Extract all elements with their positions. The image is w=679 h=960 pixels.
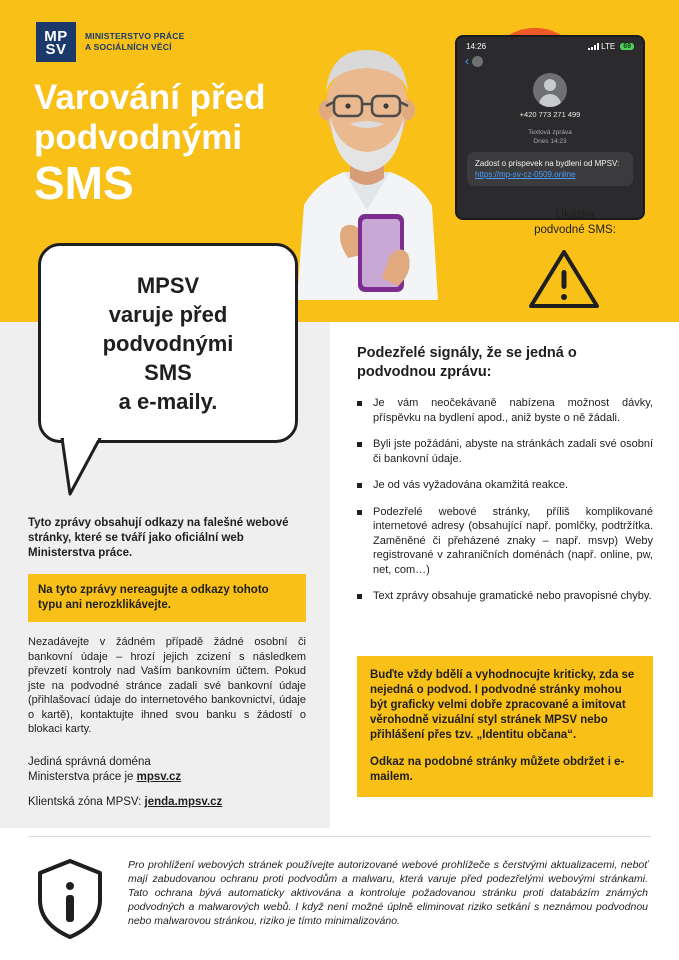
message-type: Textová zpráva <box>528 129 572 136</box>
official-domains <box>28 755 306 810</box>
list-item: Podezřelé webové stránky, příliš komplikované internetové adresy (obsahující např. pomlčky, podtržítka. Zaměněné či přeházené znaky – např. msvp) Weby registrované v zahraničních doménách (např. online, pw, net, com…) <box>357 505 653 578</box>
phone-carrier: LTE <box>601 42 616 51</box>
ministry-name-line2: A SOCIÁLNÍCH VĚCÍ <box>85 42 172 52</box>
callout-box <box>357 656 653 797</box>
logo-mark-bottom: SV <box>45 41 67 58</box>
left-column <box>28 516 306 810</box>
page-title-line2: podvodnými <box>34 118 243 157</box>
phone-mockup <box>455 35 645 220</box>
message-timestamp: Dnes 14:23 <box>533 138 567 145</box>
sender-number: +420 773 271 499 <box>519 110 581 119</box>
sms-text: Zadost o prispevek na bydleni od MPSV: <box>475 159 620 168</box>
domain-row-2 <box>28 795 306 810</box>
callout-paragraph-2: Odkaz na podobné stránky můžete obdržet i e-mailem. <box>370 756 625 783</box>
ministry-name-line1: MINISTERSTVO PRÁCE <box>85 31 185 41</box>
bubble-line1: MPSV <box>136 272 200 298</box>
signals-title: Podezřelé signály, že se jedná o podvodnou zprávu: <box>357 345 577 380</box>
lead-paragraph: Tyto zprávy obsahují odkazy na falešné webové stránky, které se tváří jako oficiální web Ministerstva práce. <box>28 517 289 559</box>
domain-row-1-label: Jediná správná doména Ministerstva práce je <box>28 755 151 783</box>
sms-message-bubble <box>467 152 633 186</box>
domain-row-2-label: Klientská zóna MPSV: <box>28 795 145 808</box>
advice-paragraph: Nezadávejte v žádném případě žádné osobní či bankovní údaje – hrozí jejich zcizení s následkem převzetí kontroly nad Vaším bankovním účtem. Pokud jste na podvodné stránce zadali své bankovní údaje (přihlašovací údaje do internetového bankovnictví, údaje o kartě), kontaktujte ihned svou banku s žádostí o blokaci karty. <box>28 636 306 735</box>
bubble-line2: varuje před <box>108 301 228 327</box>
warning-triangle-icon <box>528 248 600 310</box>
phone-status-bar <box>457 37 643 53</box>
speech-bubble <box>38 243 298 443</box>
speech-bubble-text <box>103 271 234 416</box>
list-item: Je vám neočekávaně nabízena možnost dávky, příspěvku na bydlení apod., aniž byste o ně žádali. <box>357 396 653 425</box>
sample-caption-line1: Ukázka <box>555 209 595 221</box>
page-title-line3: SMS <box>34 157 134 209</box>
sample-caption <box>505 208 645 238</box>
sample-caption-line2: podvodné SMS: <box>534 224 616 236</box>
sms-phishing-link[interactable]: https://mp-sv-cz-0509.online <box>475 170 576 179</box>
message-meta <box>457 128 643 146</box>
phone-time: 14:26 <box>466 42 487 51</box>
bubble-line3: podvodnými <box>102 330 234 356</box>
contact-avatar-small <box>472 56 483 67</box>
shield-info-icon <box>36 858 104 940</box>
page-title-line1: Varování před <box>34 78 266 117</box>
mpsv-logo-mark <box>36 22 76 62</box>
phone-nav-bar[interactable] <box>457 53 643 69</box>
warning-box: Na tyto zprávy nereagujte a odkazy tohoto typu ani nerozklikávejte. <box>28 574 306 622</box>
bubble-line4: SMS <box>144 359 192 385</box>
bubble-line5: a e-maily. <box>118 388 218 414</box>
speech-bubble-tail <box>60 438 104 496</box>
logo-mark-top: MP <box>44 28 68 45</box>
back-chevron-icon[interactable]: ‹ <box>465 54 469 68</box>
footer-divider <box>28 836 651 837</box>
signal-bars-icon <box>588 43 599 50</box>
right-column <box>357 344 653 616</box>
domain-jenda-mpsv-cz[interactable]: jenda.mpsv.cz <box>144 795 223 808</box>
list-item: Text zprávy obsahuje gramatické nebo pravopisné chyby. <box>357 589 653 604</box>
ministry-name <box>85 31 184 53</box>
list-item: Byli jste požádáni, abyste na stránkách zadali své osobní či bankovní údaje. <box>357 437 653 466</box>
callout-paragraph-1: Buďte vždy bdělí a vyhodnocujte kriticky, zda se nejedná o podvod. I podvodné stránky mohou být graficky velmi dobře zpracované a imitovat věrohodně vizuální styl stránek MPSV nebo přihlášení přes tzv. „Identitu občana“. <box>370 669 635 741</box>
list-item: Je od vás vyžadována okamžitá reakce. <box>357 478 653 493</box>
mpsv-logo <box>36 22 184 62</box>
domain-row-1 <box>28 755 306 785</box>
footer-note: Pro prohlížení webových stránek používejte autorizované webové prohlížeče s čerstvými aktualizacemi, neboť mají zabudovanou ochranu proti podvodům a malwaru, která varuje před podezřelými webovými stránkami. Tato ochrana bývá automaticky aktivována a kontroluje požadovanou stránku proti databázím známých podvodných a malwarových webů. I když není možné úplně eliminovat riziko setkání s neznámou podvodnou nebo malwarovou stránkou, riziko je tímto minimalizováno. <box>128 859 648 927</box>
domain-mpsv-cz[interactable]: mpsv.cz <box>136 770 182 783</box>
contact-avatar <box>533 73 567 107</box>
signals-list <box>357 396 653 604</box>
battery-indicator: 69 <box>620 43 634 50</box>
